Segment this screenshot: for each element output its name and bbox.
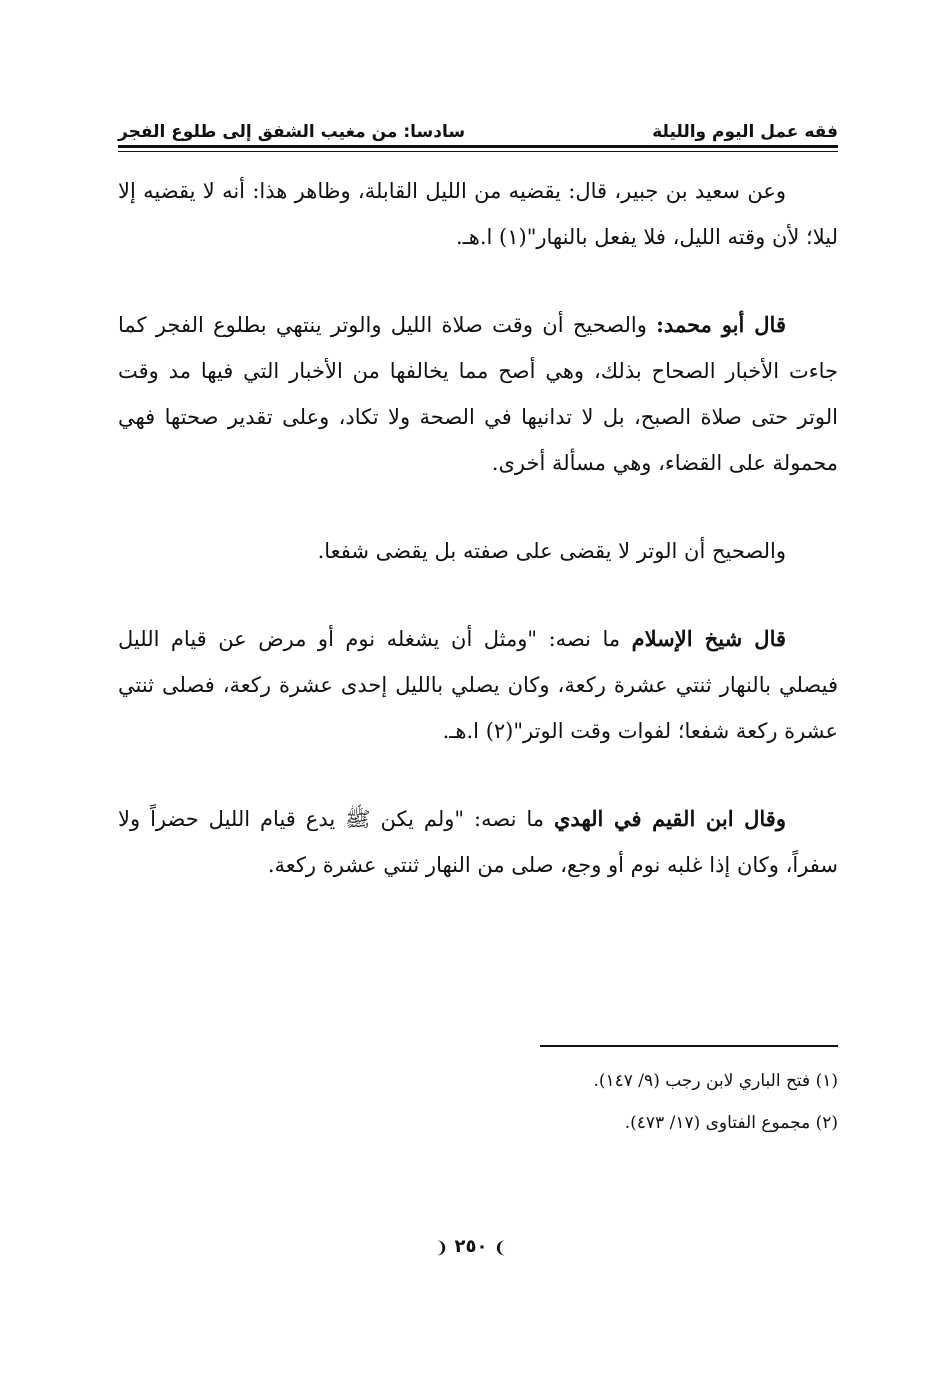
section-title: سادسا: من مغيب الشفق إلى طلوع الفجر bbox=[118, 122, 466, 142]
footnote-separator bbox=[540, 1045, 838, 1047]
paragraph-1 bbox=[118, 168, 838, 260]
paragraph-text: والصحيح أن وقت صلاة الليل والوتر ينتهي بطلوع الفجر كما جاءت الأخبار الصحاح بذلك، وهي أصح مما يخالفها من الأخبار التي فيها مد وقت الوتر حتى صلاة الصبح، بل لا تدانيها في الصحة ولا تكاد، وعلى تقدير صحتها فهي محمولة على القضاء، وهي مسألة أخرى. bbox=[118, 313, 838, 475]
paragraph-2 bbox=[118, 302, 838, 486]
running-header bbox=[118, 112, 838, 142]
paragraph-4 bbox=[118, 616, 838, 754]
main-text bbox=[118, 168, 838, 930]
paragraph-text: وعن سعيد بن جبير، قال: يقضيه من الليل القابلة، وظاهر هذا: أنه لا يقضيه إلا ليلا؛ لأن وقته الليل، فلا يفعل بالنهار"(١) ا.هـ. bbox=[118, 179, 838, 249]
page-number bbox=[421, 1236, 521, 1257]
header-rule-thick bbox=[118, 145, 838, 148]
paragraph-lead: قال أبو محمد: bbox=[656, 312, 786, 337]
header-rule-thin bbox=[118, 151, 838, 152]
book-title: فقه عمل اليوم والليلة bbox=[652, 122, 838, 142]
footnotes bbox=[118, 1060, 838, 1144]
ornament-icon: ❨ bbox=[434, 1237, 449, 1257]
paragraph-text: ما نصه: "ولم يكن ﷺ يدع قيام الليل حضراً ولا سفراً، وكان إذا غلبه نوم أو وجع، صلى من النهار ثنتي عشرة ركعة. bbox=[118, 807, 838, 877]
paragraph-text: والصحيح أن الوتر لا يقضى على صفته بل يقضى شفعا. bbox=[317, 539, 786, 563]
paragraph-lead: وقال ابن القيم في الهدي bbox=[554, 806, 786, 831]
paragraph-5 bbox=[118, 796, 838, 888]
footnote-1: (١) فتح الباري لابن رجب (٩/ ١٤٧). bbox=[593, 1071, 838, 1091]
paragraph-lead: قال شيخ الإسلام bbox=[631, 626, 787, 651]
page-number-value: ٢٥٠ bbox=[454, 1236, 488, 1257]
paragraph-text: ما نصه: "ومثل أن يشغله نوم أو مرض عن قيام الليل فيصلي بالنهار ثنتي عشرة ركعة، وكان يصلي بالليل إحدى عشرة ركعة، فصلى ثنتي عشرة ركعة شفعا؛ لفوات وقت الوتر"(٢) ا.هـ. bbox=[118, 627, 838, 743]
footnote-2: (٢) مجموع الفتاوى (١٧/ ٤٧٣). bbox=[624, 1113, 838, 1133]
ornament-icon: ❩ bbox=[493, 1237, 508, 1257]
paragraph-3 bbox=[118, 528, 838, 574]
